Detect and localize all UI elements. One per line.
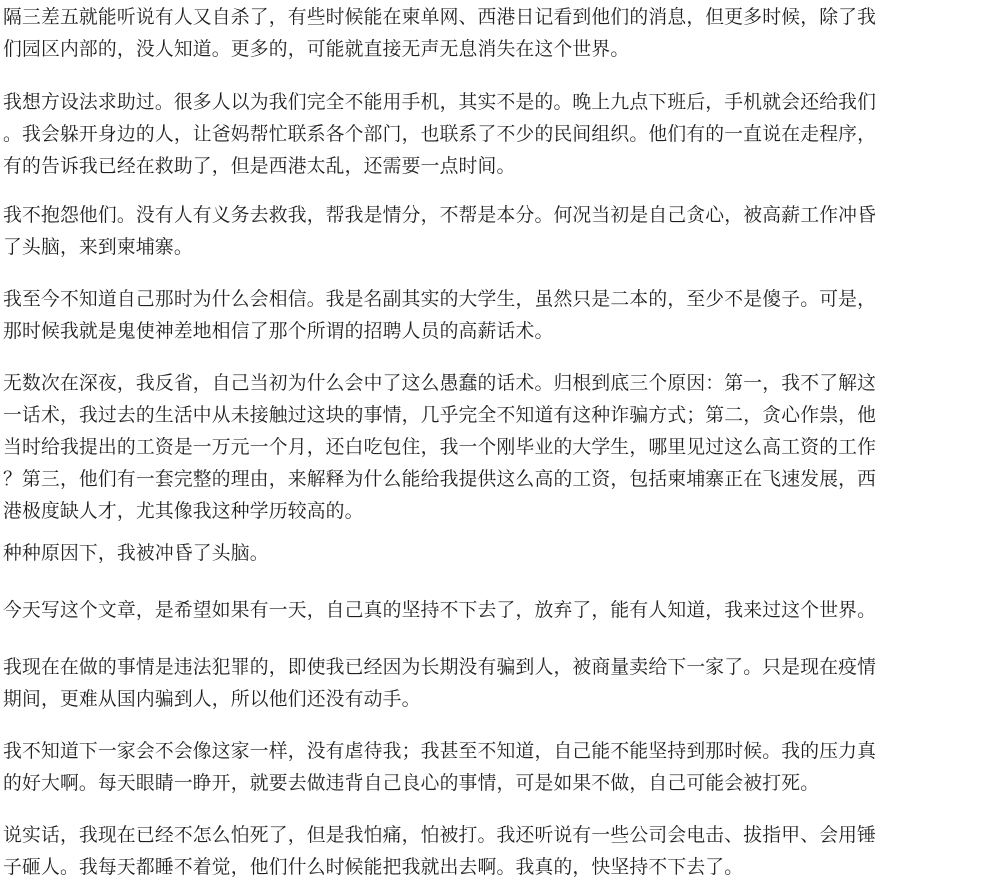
- text-line: 期间，更难从国内骗到人，所以他们还没有动手。: [3, 689, 421, 710]
- text-line: 我至今不知道自己那时为什么会相信。我是名副其实的大学生，虽然只是二本的，至少不是傻子。可是，: [3, 289, 877, 310]
- text-line: 说实话，我现在已经不怎么怕死了，但是我怕痛，怕被打。我还听说有一些公司会电击、拔指甲、会用锤: [3, 825, 877, 846]
- paragraph-9: [3, 736, 999, 800]
- text-line: 了头脑，来到柬埔寨。: [3, 237, 193, 258]
- text-line: 们园区内部的，没人知道。更多的，可能就直接无声无息消失在这个世界。: [3, 39, 630, 60]
- paragraph-1: [3, 2, 999, 66]
- text-line: 子砸人。我每天都睡不着觉，他们什么时候能把我就出去啊。我真的，快坚持不下去了。: [3, 857, 744, 878]
- paragraph-10: [3, 820, 999, 884]
- text-line: 我现在在做的事情是违法犯罪的，即使我已经因为长期没有骗到人，被商量卖给下一家了。只是现在疫情: [3, 657, 877, 678]
- text-line: 种种原因下，我被冲昏了头脑。: [3, 543, 269, 564]
- text-line: 隔三差五就能听说有人又自杀了，有些时候能在柬单网、西港日记看到他们的消息，但更多时候，除了我: [3, 7, 877, 28]
- text-line: 我想方设法求助过。很多人以为我们完全不能用手机，其实不是的。晚上九点下班后，手机就会还给我们: [3, 92, 877, 113]
- text-line: 今天写这个文章，是希望如果有一天，自己真的坚持不下去了，放弃了，能有人知道，我来过这个世界。: [3, 600, 877, 621]
- paragraph-2: [3, 87, 999, 183]
- text-line: ？第三，他们有一套完整的理由，来解释为什么能给我提供这么高的工资，包括柬埔寨正在飞速发展，西: [3, 469, 877, 490]
- text-line: 当时给我提出的工资是一万元一个月，还白吃包住，我一个刚毕业的大学生，哪里见过这么高工资的工作: [3, 437, 877, 458]
- text-line: 我不知道下一家会不会像这家一样，没有虐待我；我甚至不知道，自己能不能坚持到那时候。我的压力真: [3, 741, 877, 762]
- paragraph-3: [3, 200, 999, 264]
- paragraph-6: [3, 538, 999, 570]
- text-line: 一话术，我过去的生活中从未接触过这块的事情，几乎完全不知道有这种诈骗方式；第二，贪心作祟，他: [3, 405, 877, 426]
- paragraph-8: [3, 652, 999, 716]
- text-line: 无数次在深夜，我反省，自己当初为什么会中了这么愚蠢的话术。归根到底三个原因：第一，我不了解这: [3, 373, 877, 394]
- text-line: 那时候我就是鬼使神差地相信了那个所谓的招聘人员的高薪话术。: [3, 321, 554, 342]
- paragraph-4: [3, 284, 999, 348]
- text-line: 有的告诉我已经在救助了，但是西港太乱，还需要一点时间。: [3, 156, 516, 177]
- paragraph-5: [3, 368, 999, 528]
- text-line: 我不抱怨他们。没有人有义务去救我，帮我是情分，不帮是本分。何况当初是自己贪心，被高薪工作冲昏: [3, 205, 877, 226]
- text-line: 的好大啊。每天眼睛一睁开，就要去做违背自己良心的事情，可是如果不做，自己可能会被打死。: [3, 773, 820, 794]
- text-line: 港极度缺人才，尤其像我这种学历较高的。: [3, 501, 364, 522]
- paragraph-7: [3, 595, 999, 627]
- text-line: 。我会躲开身边的人，让爸妈帮忙联系各个部门，也联系了不少的民间组织。他们有的一直说在走程序，: [3, 124, 877, 145]
